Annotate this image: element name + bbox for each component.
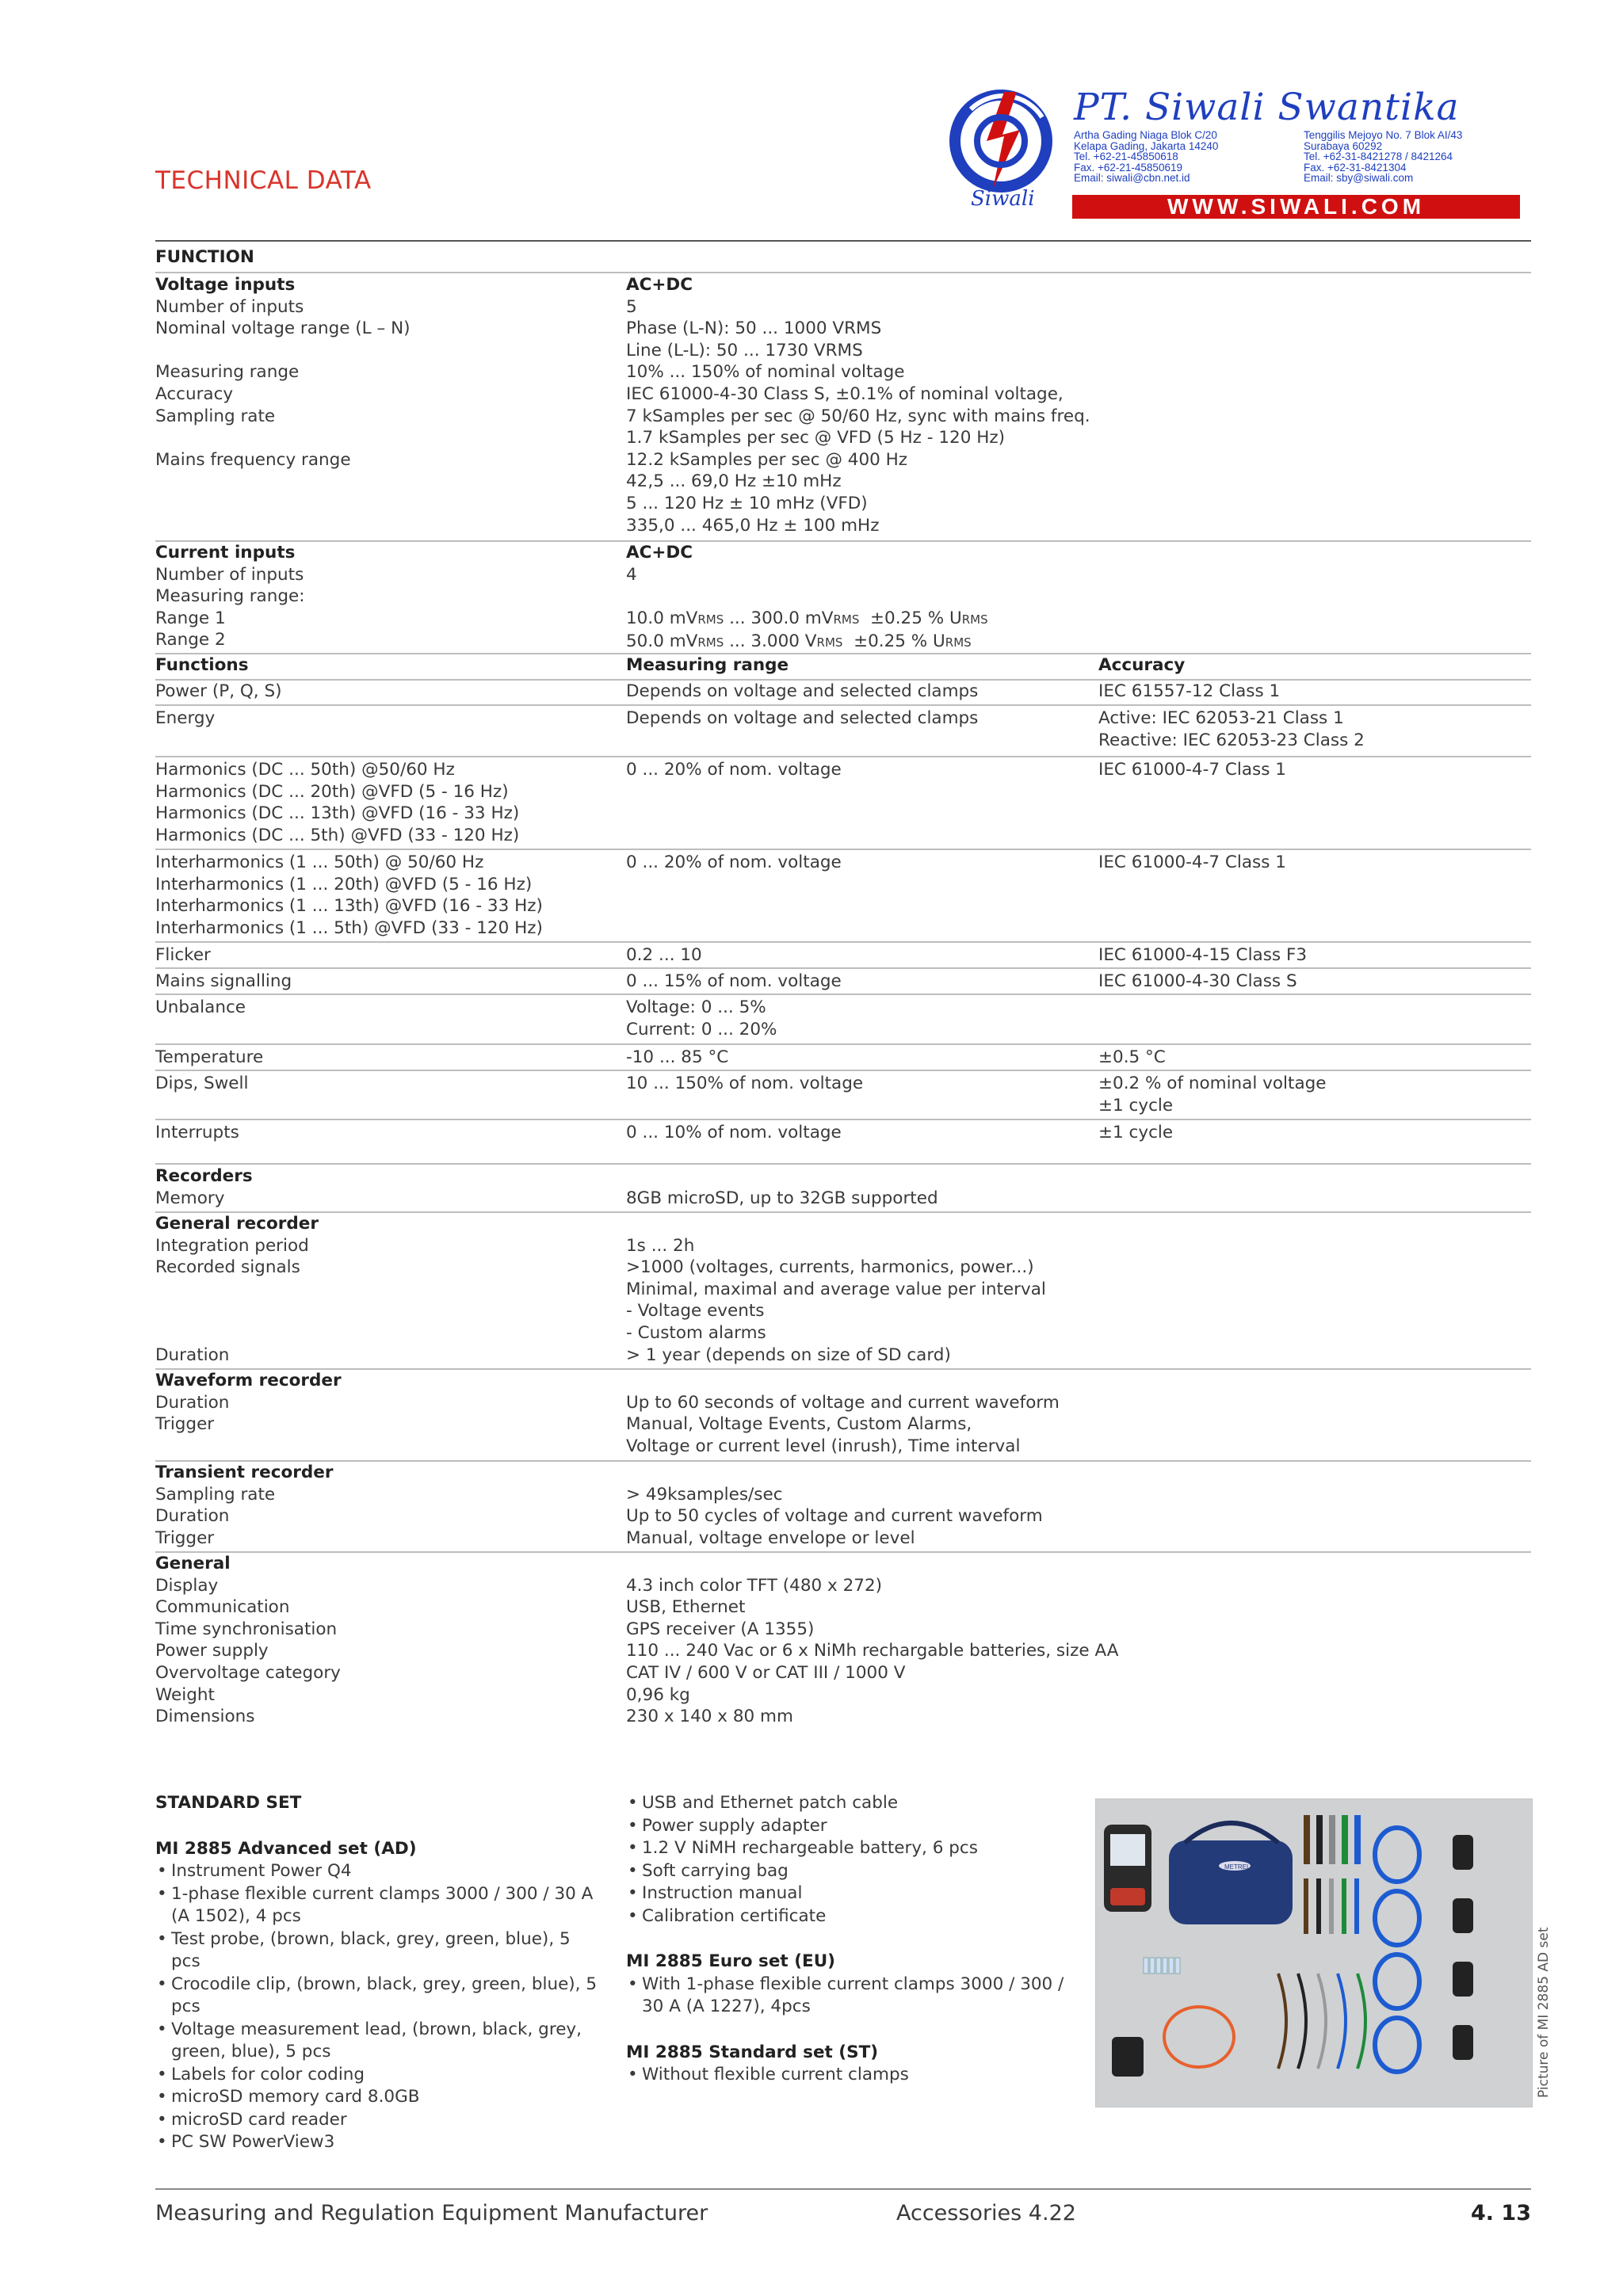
spec-value: 335,0 ... 465,0 Hz ± 100 mHz [626,515,880,536]
spec-value: 10% ... 150% of nominal voltage [626,362,905,383]
spec-label: Dimensions [155,1707,255,1727]
company-logo-block [947,86,1529,223]
divider [155,240,1531,242]
spec-label: Number of inputs [155,564,304,585]
range-subscript: RMS [833,612,860,627]
address-line: Kelapa Gading, Jakarta 14240 [1074,139,1219,152]
divider [155,849,1531,850]
address-line: Email: sby@siwali.com [1304,172,1414,184]
function-range [626,759,1086,781]
spec-label: Memory [155,1188,225,1208]
function-range-line: Current: 0 ... 20% [626,1019,777,1039]
function-range-line: 0 ... 15% of nom. voltage [626,971,842,991]
function-name [155,1073,615,1095]
spec-value: USB, Ethernet [626,1597,746,1618]
spec-label: Power supply [155,1641,269,1661]
address-line: Fax. +62-21-45850619 [1074,161,1182,174]
spec-value: 12.2 kSamples per sec @ 400 Hz [626,449,908,470]
divider [155,704,1531,706]
spec-label: Recorded signals [155,1257,300,1278]
function-range-line: Depends on voltage and selected clamps [626,681,979,701]
recorders-labels [155,1165,615,1209]
set-item: • Voltage measurement lead, (brown, black, grey, green, blue), 5 pcs [155,2019,599,2064]
function-heading: FUNCTION [155,247,254,267]
spec-label: Weight [155,1684,215,1705]
spec-label [155,427,615,449]
spec-value: - Custom alarms [626,1322,766,1343]
advanced-set-list-continued [626,1792,1078,1928]
spec-label: Sampling rate [155,406,276,426]
function-range [626,997,1086,1040]
function-name [155,852,615,939]
spec-label: Accuracy [155,383,234,404]
euro-set-list [626,1974,1078,2019]
spec-value: 230 x 140 x 80 mm [626,1707,793,1727]
range-subscript: RMS [697,612,724,627]
function-name-line: Interharmonics (1 ... 50th) @ 50/60 Hz [155,852,484,872]
voltage-labels [155,274,615,471]
spec-label: Duration [155,1344,230,1365]
spec-value: Up to 50 cycles of voltage and current waveform [626,1506,1043,1527]
function-name-line: Interharmonics (1 ... 20th) @VFD (5 - 16 Hz) [155,874,533,894]
logo-emblem-text: Siwali [971,187,1035,211]
spacer [626,1928,1078,1951]
logo-company-name: PT. Siwali Swantika [1074,86,1460,129]
function-range-line: 0 ... 20% of nom. voltage [626,760,842,780]
function-name-line: Harmonics (DC ... 13th) @VFD (16 - 33 Hz) [155,803,520,824]
function-name-line: Interharmonics (1 ... 13th) @VFD (16 - 33 Hz) [155,896,543,917]
spec-label [155,340,615,362]
photo-caption: Picture of MI 2885 AD set [1536,1927,1552,2098]
range-subscript: RMS [945,635,972,650]
address-line: Surabaya 60292 [1304,139,1383,152]
spec-value: 5 ... 120 Hz ± 10 mHz (VFD) [626,493,868,513]
set-item: • Soft carrying bag [626,1860,1078,1883]
spec-value: Manual, voltage envelope or level [626,1527,915,1548]
set-item: • PC SW PowerView3 [155,2131,599,2154]
function-accuracy-line: Active: IEC 62053-21 Class 1 [1098,708,1344,728]
range-subscript: RMS [961,612,988,627]
current-labels [155,542,615,651]
function-name [155,759,615,846]
spec-label: Duration [155,1392,230,1413]
current-heading: Current inputs [155,543,296,563]
advanced-set-list [155,1860,599,2154]
function-accuracy-line: ±0.2 % of nominal voltage [1098,1074,1327,1093]
spec-value: 110 ... 240 Vac or 6 x NiMh rechargable batteries, size AA [626,1641,1119,1661]
spec-value: Line (L-L): 50 ... 1730 VRMS [626,340,863,360]
function-accuracy-line: IEC 61557-12 Class 1 [1098,681,1281,701]
function-accuracy-line: IEC 61000-4-15 Class F3 [1098,945,1307,965]
logo-address-surabaya [1304,130,1462,184]
range-1-value [626,608,1086,631]
footer-tagline: Measuring and Regulation Equipment Manufacturer [155,2201,708,2225]
function-name [155,1122,615,1144]
range-subscript: RMS [697,635,724,650]
general-recorder-values [626,1213,1086,1366]
spec-value: Minimal, maximal and average value per interval [626,1279,1046,1299]
function-range-line: Voltage: 0 ... 5% [626,997,766,1017]
spec-label: Integration period [155,1235,309,1256]
set-item: • With 1-phase flexible current clamps 3000 / 300 / 30 A (A 1227), 4pcs [626,1974,1078,2019]
spec-value: 5 [626,296,637,317]
function-name-line: Energy [155,708,216,728]
divider [155,1163,1531,1165]
waveform-labels [155,1370,615,1436]
spec-value-blank [626,1370,1086,1392]
function-range [626,707,1086,730]
function-accuracy [1098,1073,1531,1116]
spec-value: GPS receiver (A 1355) [626,1619,815,1639]
range-part: ... 3.000 V [724,631,817,652]
standard-set-heading: STANDARD SET [155,1793,302,1813]
address-line: Artha Gading Niaga Blok C/20 [1074,129,1217,141]
measuring-range-col-header: Measuring range [626,655,789,675]
bag-brand-label: METREL [1224,1863,1251,1871]
page-title: TECHNICAL DATA [155,166,372,195]
function-name [155,707,615,730]
range-2-value [626,631,1086,654]
spec-value: Manual, Voltage Events, Custom Alarms, [626,1414,972,1435]
spec-label: Trigger [155,1414,215,1435]
function-name-line: Harmonics (DC ... 20th) @VFD (5 - 16 Hz) [155,781,509,802]
spec-value: Phase (L-N): 50 ... 1000 VRMS [626,318,882,339]
current-type: AC+DC [626,543,693,563]
spec-value: 0,96 kg [626,1684,690,1705]
divider [155,1043,1531,1045]
spec-label: Overvoltage category [155,1662,341,1683]
divider [155,994,1531,995]
spec-value: 8GB microSD, up to 32GB supported [626,1188,938,1208]
function-accuracy-line: Reactive: IEC 62053-23 Class 2 [1098,730,1365,750]
spec-label: Number of inputs [155,296,304,317]
function-range-line: -10 ... 85 °C [626,1047,729,1067]
spacer [155,1815,599,1838]
function-name [155,971,615,993]
footer-divider [155,2188,1531,2190]
spec-value-blank [626,1213,1086,1235]
function-accuracy-line: ±0.5 °C [1098,1047,1166,1067]
power-adapter-icon [1112,2037,1144,2077]
set-item: • 1-phase flexible current clamps 3000 / 300 / 30 A (A 1502), 4 pcs [155,1883,599,1928]
spec-value: CAT IV / 600 V or CAT III / 1000 V [626,1662,906,1683]
set-item: • Instrument Power Q4 [155,1860,599,1883]
product-photo-illustration [1096,1799,1532,2107]
spec-label: Mains frequency range [155,449,351,470]
divider [155,1070,1531,1071]
function-accuracy [1098,944,1531,967]
voltage-heading: Voltage inputs [155,275,296,295]
function-range-line: 0 ... 10% of nom. voltage [626,1123,842,1142]
function-range [626,1122,1086,1144]
standard-set-advanced [155,1792,599,2154]
spec-label: Communication [155,1597,290,1618]
function-range [626,852,1086,874]
functions-col-header: Functions [155,655,249,675]
range-part: ±0.25 % U [859,608,962,628]
spec-value: 1s ... 2h [626,1235,695,1256]
page-number: 4. 13 [1470,2201,1531,2225]
function-name-line: Dips, Swell [155,1074,249,1093]
carrying-bag-icon [1169,1840,1293,1924]
voltage-type: AC+DC [626,275,693,295]
standard-set-list [626,2064,1078,2087]
range-part: 50.0 mV [626,631,698,652]
function-accuracy [1098,681,1531,703]
spec-value-blank [626,1553,1086,1575]
set-item: • 1.2 V NiMH rechargeable battery, 6 pcs [626,1837,1078,1860]
logo-website-banner: WWW.SIWALI.COM [1072,195,1520,219]
set-item: • microSD card reader [155,2109,599,2132]
standard-set-st-heading: MI 2885 Standard set (ST) [626,2042,879,2062]
address-line: Fax. +62-31-8421304 [1304,161,1407,174]
function-range-line: Depends on voltage and selected clamps [626,708,979,728]
function-range [626,681,1086,703]
set-item: • microSD memory card 8.0GB [155,2086,599,2109]
function-accuracy [1098,852,1531,874]
recorders-values [626,1165,1086,1209]
function-name-line: Interharmonics (1 ... 5th) @VFD (33 - 120 Hz) [155,917,543,938]
function-accuracy [1098,1047,1531,1069]
spec-label [155,1279,615,1301]
function-range [626,971,1086,993]
spec-value: 1.7 kSamples per sec @ VFD (5 Hz - 120 Hz) [626,428,1006,448]
function-range-line: 0.2 ... 10 [626,945,702,965]
spec-value: 42,5 ... 69,0 Hz ±10 mHz [626,471,842,492]
transient-recorder-heading: Transient recorder [155,1463,334,1482]
set-item: • Crocodile clip, (brown, black, grey, green, blue), 5 pcs [155,1974,599,2019]
function-name [155,681,615,703]
spec-value-blank [626,1165,1086,1188]
function-accuracy-line: IEC 61000-4-7 Class 1 [1098,760,1286,780]
divider [155,272,1531,273]
spec-value: 4 [626,564,637,585]
function-accuracy [1098,759,1531,781]
function-name-line: Flicker [155,945,211,965]
transient-values [626,1462,1086,1549]
voltage-values [626,274,1090,536]
set-item: • Power supply adapter [626,1815,1078,1838]
function-name-line: Temperature [155,1047,264,1067]
set-item: • Without flexible current clamps [626,2064,1078,2087]
function-accuracy [1098,1122,1531,1144]
divider [155,1119,1531,1120]
recorders-heading: Recorders [155,1166,253,1186]
function-accuracy-line: ±1 cycle [1098,1123,1174,1142]
function-name-line: Mains signalling [155,971,292,991]
function-range [626,1047,1086,1069]
function-name-line: Harmonics (DC ... 50th) @50/60 Hz [155,760,455,780]
function-accuracy [1098,707,1531,751]
function-range [626,944,1086,967]
spec-value: > 49ksamples/sec [626,1484,783,1505]
spec-value: > 1 year (depends on size of SD card) [626,1344,951,1365]
general-labels [155,1553,615,1728]
spec-label: Time synchronisation [155,1619,338,1639]
spec-value-blank [626,585,1086,608]
divider [155,941,1531,943]
function-name-line: Harmonics (DC ... 5th) @VFD (33 - 120 Hz) [155,825,520,845]
spec-label: Display [155,1575,219,1596]
waveform-recorder-heading: Waveform recorder [155,1371,342,1390]
spec-value: >1000 (voltages, currents, harmonics, power...) [626,1257,1034,1278]
spec-value: Voltage or current level (inrush), Time interval [626,1436,1021,1456]
function-range-line: 0 ... 20% of nom. voltage [626,852,842,872]
spec-label: Duration [155,1506,230,1527]
general-values [626,1553,1119,1728]
standard-set-middle [626,1792,1078,2087]
general-recorder-heading: General recorder [155,1214,319,1234]
function-name [155,944,615,967]
address-line: Email: siwali@cbn.net.id [1074,172,1190,184]
function-range-line: 10 ... 150% of nom. voltage [626,1074,864,1093]
function-accuracy [1098,971,1531,993]
address-line: Tel. +62-21-45850618 [1074,151,1178,162]
spec-label: Measuring range: [155,586,305,607]
address-line: Tel. +62-31-8421278 / 8421264 [1304,151,1453,162]
general-recorder-labels [155,1213,615,1366]
range-part: ±0.25 % U [842,631,945,652]
spec-label: Nominal voltage range (L – N) [155,318,411,339]
spec-label: Measuring range [155,362,300,383]
spec-value-blank [626,1462,1086,1484]
product-photo [1095,1798,1533,2107]
spec-value: - Voltage events [626,1301,765,1322]
range-part: ... 300.0 mV [724,608,834,628]
spec-value: 4.3 inch color TFT (480 x 272) [626,1575,883,1596]
set-item: • Calibration certificate [626,1905,1078,1928]
function-name-line: Unbalance [155,997,246,1017]
set-item: • Labels for color coding [155,2064,599,2087]
logo-address-jakarta [1074,130,1218,184]
footer-section: Accessories 4.22 [896,2201,1076,2225]
divider [155,967,1531,969]
set-item: • Instruction manual [626,1882,1078,1905]
function-range [626,1073,1086,1095]
divider [155,756,1531,757]
spec-label: Trigger [155,1527,215,1548]
function-name [155,1047,615,1069]
spacer [626,2019,1078,2042]
general-heading: General [155,1554,231,1573]
function-name [155,997,615,1019]
set-item: • USB and Ethernet patch cable [626,1792,1078,1815]
spec-label: Range 2 [155,630,226,650]
euro-set-heading: MI 2885 Euro set (EU) [626,1951,835,1971]
transient-labels [155,1462,615,1549]
spec-label: Sampling rate [155,1484,276,1505]
spec-value: IEC 61000-4-30 Class S, ±0.1% of nominal voltage, [626,383,1064,404]
spec-label [155,1322,615,1344]
function-accuracy-line: IEC 61000-4-7 Class 1 [1098,852,1286,872]
spec-label [155,1300,615,1322]
current-values [626,542,1086,654]
accuracy-col-header: Accuracy [1098,655,1186,675]
address-line: Tenggilis Mejoyo No. 7 Blok AI/43 [1304,129,1463,141]
function-accuracy-line: ±1 cycle [1098,1095,1174,1116]
spec-value: 7 kSamples per sec @ 50/60 Hz, sync with mains freq. [626,406,1090,426]
spec-value: Up to 60 seconds of voltage and current waveform [626,1392,1060,1413]
function-name-line: Interrupts [155,1123,239,1142]
function-name-line: Power (P, Q, S) [155,681,282,701]
range-part: 10.0 mV [626,608,698,628]
set-item: • Test probe, (brown, black, grey, green, blue), 5 pcs [155,1928,599,1974]
spec-label: Range 1 [155,608,226,628]
function-accuracy-line: IEC 61000-4-30 Class S [1098,971,1297,991]
waveform-values [626,1370,1086,1457]
range-subscript: RMS [816,635,843,650]
advanced-set-heading: MI 2885 Advanced set (AD) [155,1838,417,1859]
